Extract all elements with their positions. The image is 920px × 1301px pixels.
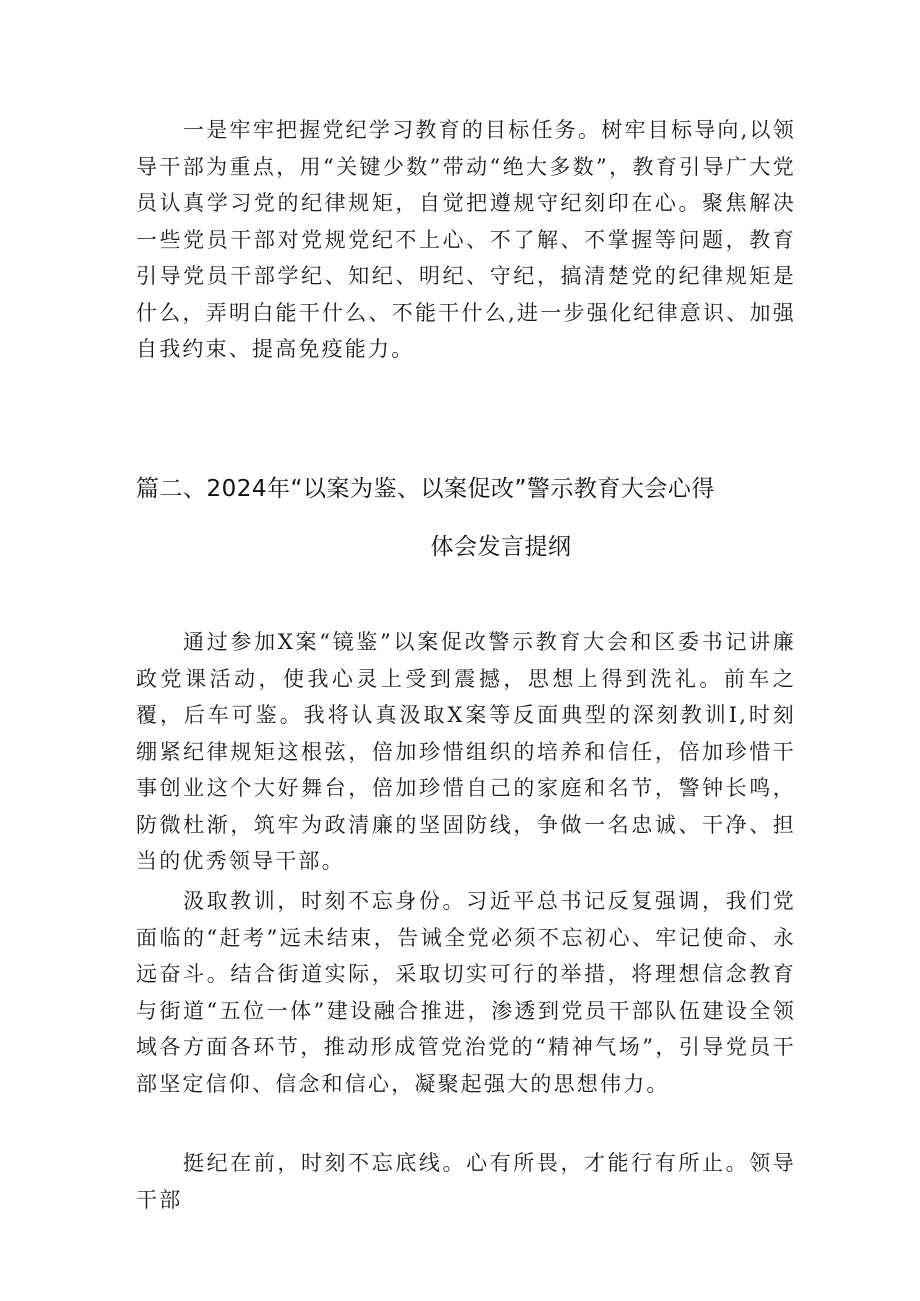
- paragraph-study-goals: 一是牢牢把握党纪学习教育的目标任务。树牢目标导向,以领导干部为重点，用“关键少数”带动“绝大多数”，教育引导广大党员认真学习党的纪律规矩，自觉把遵规守纪刻印在心。聚焦解决一些党员干部对党规党纪不上心、不了解、不掌握等问题，教育引导党员干部学纪、知纪、明纪、守纪，搞清楚党的纪律规矩是什么，弄明白能干什么、不能干什么,进一步强化纪律意识、加强自我约束、提高免疫能力。: [136, 118, 796, 361]
- heading-line-1: 篇二、2024年“以案为鉴、以案促改”警示教育大会心得: [136, 476, 715, 502]
- paragraph-conference-reflection: 通过参加X案“镜鉴”以案促改警示教育大会和区委书记讲廉政党课活动，使我心灵上受到震撼，思想上得到洗礼。前车之覆，后车可鉴。我将认真汲取X案等反面典型的深刻教训I,时刻绷紧纪律规矩这根弦，倍加珍惜组织的培养和信任，倍加珍惜干事创业这个大好舞台，倍加珍惜自己的家庭和名节，警钟长鸣，防微杜渐，筑牢为政清廉的坚固防线，争做一名忠诚、干净、担当的优秀领导干部。: [136, 630, 796, 873]
- paragraph-discipline-first: 挺纪在前，时刻不忘底线。心有所畏，才能行有所止。领导干部: [136, 1151, 796, 1212]
- heading-line-2: 体会发言提纲: [430, 534, 572, 560]
- paragraph-learn-lessons: 汲取教训，时刻不忘身份。习近平总书记反复强调，我们党面临的“赶考”远未结束，告诫全党必须不忘初心、牢记使命、永远奋斗。结合街道实际，采取切实可行的举措，将理想信念教育与街道“五位一体”建设融合推进，渗透到党员干部队伍建设全领域各方面各环节，推动形成管党治党的“精神气场”，引导党员干部坚定信仰、信念和信心，凝聚起强大的思想伟力。: [136, 889, 796, 1096]
